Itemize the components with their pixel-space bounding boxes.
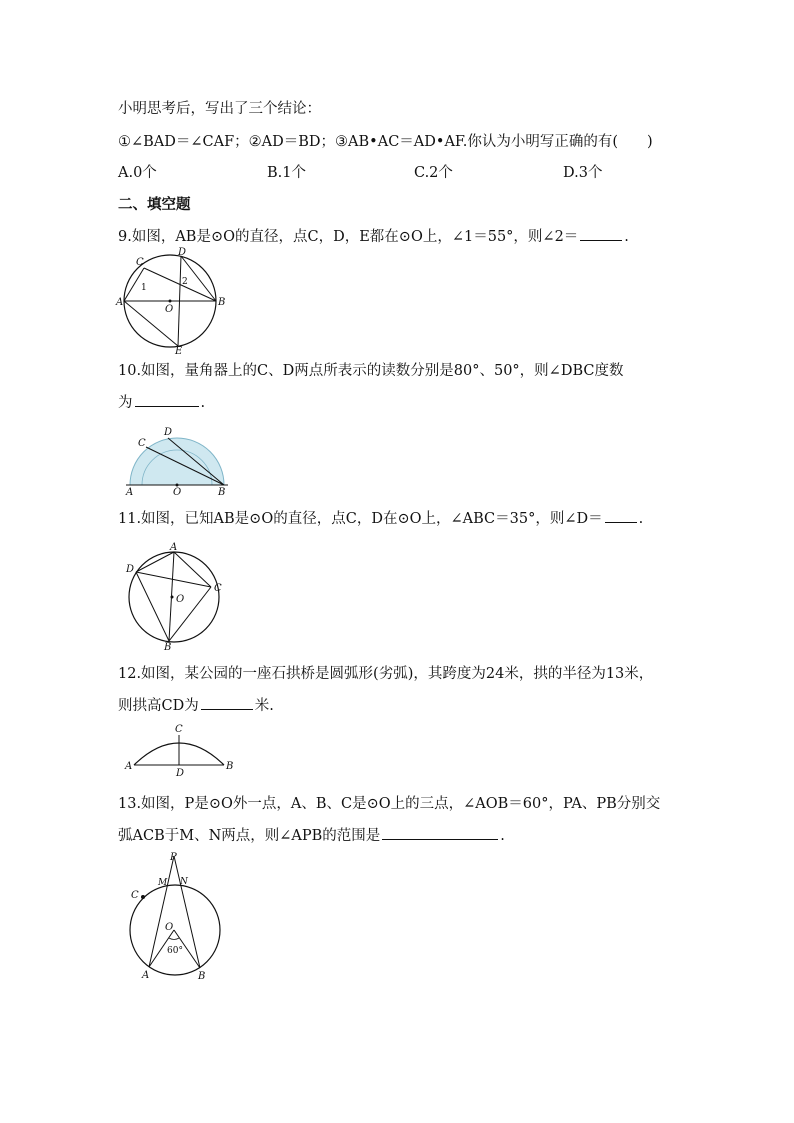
q9-center-dot — [169, 300, 172, 303]
q13-label-n: N — [180, 877, 188, 887]
q9-label-o: O — [165, 304, 174, 315]
q12-label-b: B — [226, 761, 234, 772]
q13-figure — [122, 848, 232, 983]
q10-label-b: B — [218, 487, 226, 498]
q12-text-line2 — [118, 695, 274, 716]
q12-label-c: C — [175, 724, 183, 735]
q11-chord-dc — [136, 572, 211, 587]
q11-chord-db — [136, 572, 169, 641]
q11-blank — [605, 508, 637, 523]
q11-circle — [129, 552, 219, 642]
q13-angle-arc — [169, 938, 179, 940]
q9-label-a: A — [116, 297, 124, 308]
q10-text-line2 — [118, 392, 205, 413]
q10-prefix: 为 — [118, 395, 133, 411]
q13-label-m: M — [158, 878, 168, 888]
q9-text — [118, 226, 629, 247]
q9-tail: . — [624, 229, 629, 245]
q10-label-a: A — [126, 487, 134, 498]
q8-option-b: B.1个 — [267, 165, 306, 181]
q12-text: 12.如图，某公园的一座石拱桥是圆弧形(劣弧)，其跨度为24米，拱的半径为13米， — [118, 666, 654, 682]
q8-intro: 小明思考后，写出了三个结论： — [118, 101, 321, 117]
q9-blank — [580, 226, 622, 241]
q13-text-line2 — [118, 825, 505, 846]
q12-figure — [124, 722, 239, 780]
q12-tail: 米. — [254, 698, 274, 714]
q11-label-c: C — [214, 583, 222, 594]
q11-chord-da — [136, 552, 174, 572]
q13-label-c: C — [131, 890, 139, 901]
q13-label-a: A — [142, 970, 150, 981]
q13-blank — [382, 825, 498, 840]
q11-label-a: A — [170, 542, 178, 553]
q11-center-dot — [171, 596, 174, 599]
q10-label-c: C — [138, 438, 146, 449]
q11-figure — [122, 540, 232, 653]
q10-tail: . — [200, 395, 206, 411]
q13-label-b: B — [198, 971, 206, 982]
q9-label-one: 1 — [141, 283, 147, 293]
q11-label-o: O — [176, 594, 185, 605]
q8-statements: ①∠BAD＝∠CAF；②AD＝BD；③AB•AC＝AD•AF.你认为小明写正确的有( ) — [118, 134, 653, 150]
q13-point-c — [141, 895, 145, 899]
q11-chord-ac — [174, 552, 211, 587]
q9-label-two: 2 — [182, 277, 188, 287]
q8-option-c: C.2个 — [414, 165, 453, 181]
q11-text — [118, 508, 643, 529]
q12-prefix: 则拱高CD为 — [118, 698, 199, 714]
q12-label-a: A — [125, 761, 133, 772]
q10-text: 10.如图，量角器上的C、D两点所表示的读数分别是80°、50°，则∠DBC度数 — [118, 363, 624, 379]
q10-label-o: O — [173, 487, 182, 498]
q11-stem: 11.如图，已知AB是⊙O的直径，点C，D在⊙O上，∠ABC＝35°，则∠D＝ — [118, 511, 603, 527]
q13-label-angle: 60° — [167, 946, 183, 956]
q13-prefix: 弧ACB于M、N两点，则∠APB的范围是 — [118, 828, 381, 844]
q8-option-a: A.0个 — [118, 165, 157, 181]
q9-label-d: D — [178, 247, 187, 258]
q9-stem: 9.如图，AB是⊙O的直径，点C，D，E都在⊙O上，∠1＝55°，则∠2＝ — [118, 229, 579, 245]
q9-label-b: B — [218, 297, 226, 308]
q13-text: 13.如图，P是⊙O外一点，A、B、C是⊙O上的三点，∠AOB＝60°，PA、PB分别交 — [118, 796, 661, 812]
q11-label-d: D — [126, 564, 135, 575]
q13-label-o: O — [165, 922, 174, 933]
q13-label-p: P — [170, 852, 177, 863]
q10-blank — [135, 392, 199, 407]
q10-figure — [120, 425, 235, 498]
q9-label-e: E — [175, 346, 183, 357]
q12-blank — [201, 695, 253, 710]
q10-label-d: D — [164, 427, 173, 438]
section-title: 二、填空题 — [118, 197, 191, 213]
q12-label-d: D — [176, 768, 185, 779]
q9-label-c: C — [136, 257, 144, 268]
q9-figure — [118, 248, 228, 358]
q13-tail: . — [500, 828, 505, 844]
q11-tail: . — [638, 511, 644, 527]
q8-option-d: D.3个 — [563, 165, 603, 181]
q11-label-b: B — [164, 642, 172, 653]
